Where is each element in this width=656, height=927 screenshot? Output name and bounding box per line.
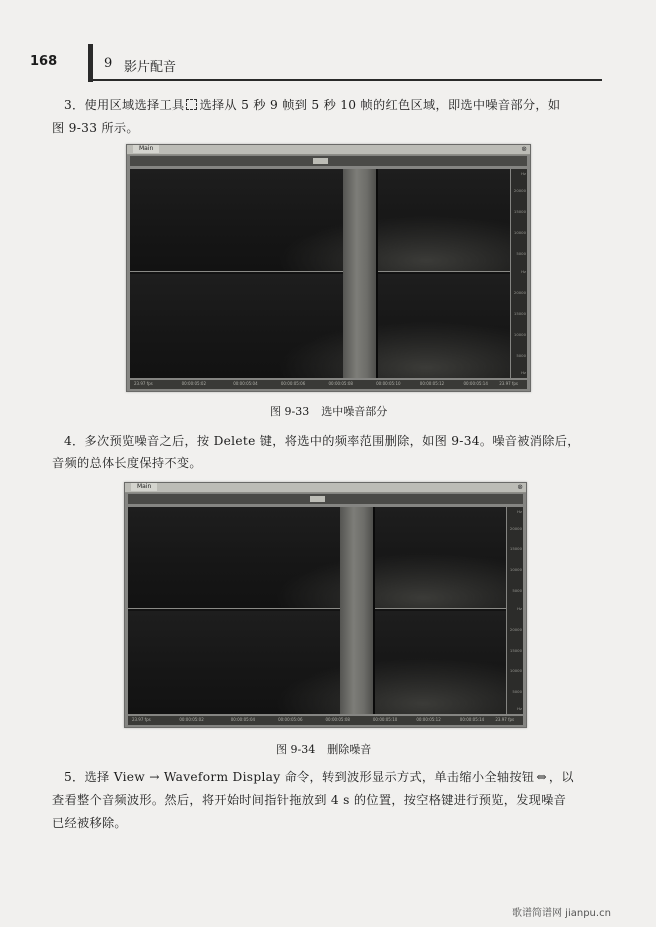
p3-line1-rest: 选择从 5 秒 9 帧到 5 秒 10 帧的红色区域，即选中噪音部分，如: [199, 98, 561, 112]
ruler-label: 5000: [516, 250, 526, 256]
time-label: 00:00:05:06: [278, 717, 303, 722]
time-label: 00:00:05:12: [416, 717, 441, 722]
time-label: 00:00:05:02: [179, 717, 204, 722]
time-label: 00:00:05:10: [372, 717, 398, 722]
overview-scrollbar: [130, 156, 527, 166]
time-label: 00:00:05:10: [376, 381, 401, 386]
ruler-label: Hz: [517, 606, 522, 612]
time-label: 00:00:05:14: [463, 381, 488, 386]
zoom-out-full-icon: ⇔: [536, 770, 547, 784]
ruler-label: Hz: [521, 369, 526, 375]
channel-1: [128, 507, 506, 608]
overview-handle: [313, 158, 329, 164]
figure-9-33-caption: [270, 403, 399, 419]
main-tab: Main: [133, 145, 159, 153]
header-bar: [88, 44, 93, 82]
ruler-label: Hz: [517, 705, 522, 711]
ruler-label: 15000: [509, 647, 522, 653]
channel-divider: [130, 271, 510, 272]
figure-9-34-screenshot: [124, 482, 527, 728]
ruler-label: 20000: [509, 525, 522, 531]
ruler-label: 15000: [513, 311, 526, 317]
ruler-label: 5000: [512, 689, 522, 695]
paragraph-5-line3: 已经被移除。: [52, 816, 127, 830]
time-label: 00:00:05:06: [280, 381, 306, 386]
channel-2: [130, 274, 510, 379]
time-label: 23.97 fps: [131, 717, 151, 722]
site-watermark: 歌谱简谱网 jianpu.cn: [512, 908, 611, 919]
region-select-tool-icon: [186, 99, 197, 110]
time-label: 00:00:05:14: [459, 717, 485, 722]
ruler-label: 20000: [509, 627, 522, 633]
main-tab: Main: [131, 483, 157, 491]
p5-line1-rest: ，以: [548, 770, 574, 784]
time-label: 23.97 fps: [499, 381, 518, 386]
channel-2: [128, 611, 506, 715]
time-label: 00:00:05:04: [233, 381, 258, 386]
channel-divider: [128, 608, 506, 609]
paragraph-5: [64, 766, 574, 789]
ruler-label: Hz: [517, 509, 522, 515]
paragraph-4-line1: 4．多次预览噪音之后，按 Delete 键，将选中的频率范围删除，如图 9-34。噪音被消除后，: [64, 434, 580, 448]
time-ruler: [128, 716, 523, 725]
caption-text: 选中噪音部分: [321, 405, 388, 418]
selected-noise-region: [343, 169, 377, 378]
spectral-display: [130, 169, 510, 378]
paragraph-4-line2: 音频的总体长度保持不变。: [52, 456, 202, 470]
ruler-label: 20000: [513, 187, 526, 193]
page-number: 168: [30, 54, 58, 69]
ruler-label: 10000: [509, 668, 522, 674]
ruler-label: 20000: [513, 290, 526, 296]
p5-line1: 5．选择 View → Waveform Display 命令，转到波形显示方式，单击缩小全轴按钮: [64, 770, 535, 784]
ruler-label: 5000: [512, 587, 522, 593]
overview-handle: [310, 496, 326, 502]
time-label: 23.97 fps: [133, 381, 153, 386]
chapter-title: 影片配音: [124, 60, 177, 75]
ruler-label: 10000: [509, 567, 522, 573]
frequency-ruler: [507, 507, 523, 714]
paragraph-5-line2: 查看整个音频波形。然后，将开始时间指针拖放到 4 s 的位置，按空格键进行预览，发现噪音: [52, 793, 567, 807]
header-rule: [92, 79, 602, 81]
ruler-label: Hz: [521, 269, 526, 275]
p3-line1: 3．使用区域选择工具: [64, 98, 185, 112]
ruler-label: Hz: [521, 171, 526, 177]
spectral-display: [128, 507, 506, 714]
channel-1: [130, 169, 510, 271]
figure-9-34-caption: [276, 741, 383, 757]
caption-number: 图 9-33: [270, 405, 310, 418]
ruler-label: 5000: [516, 352, 526, 358]
deleted-noise-region: [340, 507, 374, 714]
caption-text: 删除噪音: [327, 743, 372, 756]
selection-edge: [376, 169, 378, 378]
frequency-ruler: [511, 169, 527, 378]
time-label: 00:00:05:08: [328, 381, 353, 386]
time-label: 00:00:05:12: [419, 381, 445, 386]
chapter-number: 9: [104, 56, 113, 71]
time-label: 23.97 fps: [495, 717, 515, 722]
close-icon: ⊗: [517, 483, 523, 491]
time-ruler: [130, 380, 527, 389]
time-label: 00:00:05:08: [325, 717, 350, 722]
time-label: 00:00:05:02: [181, 381, 207, 386]
ruler-label: 10000: [513, 229, 526, 235]
panel-titlebar: [127, 145, 530, 155]
ruler-label: 15000: [509, 546, 522, 552]
paragraph-3: [64, 94, 560, 117]
selection-edge: [373, 507, 375, 714]
time-label: 00:00:05:04: [230, 717, 256, 722]
figure-9-33-screenshot: [126, 144, 531, 392]
panel-titlebar: [125, 483, 526, 493]
caption-number: 图 9-34: [276, 743, 316, 756]
ruler-label: 15000: [513, 208, 526, 214]
ruler-label: 10000: [513, 332, 526, 338]
overview-scrollbar: [128, 494, 523, 504]
paragraph-3-line2: 图 9-33 所示。: [52, 121, 139, 135]
close-icon: ⊗: [521, 145, 527, 153]
